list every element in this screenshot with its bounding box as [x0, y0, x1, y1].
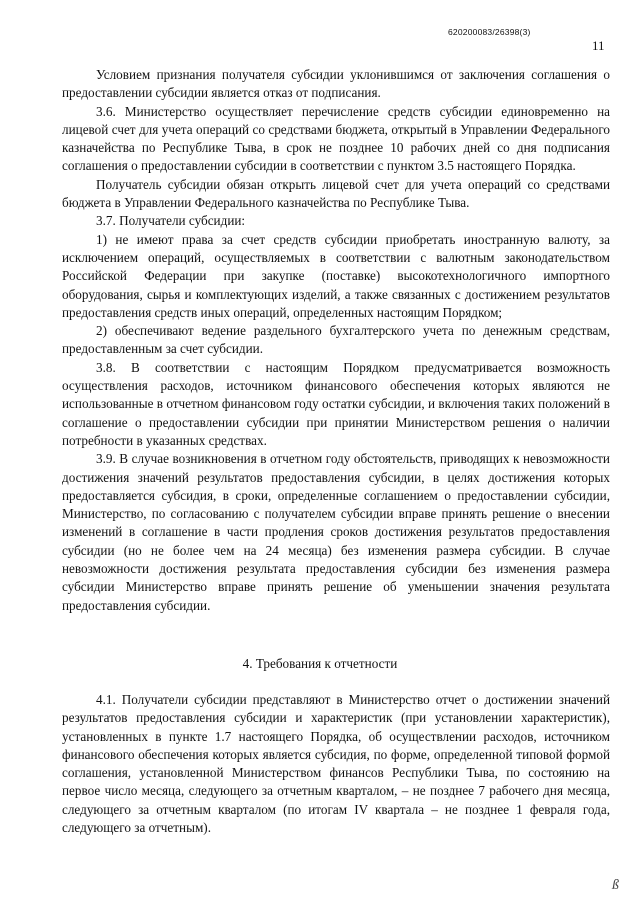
handwritten-initial-mark: ß — [612, 878, 619, 893]
paragraph: 3.9. В случае возникновения в отчетном году обстоятельств, приводящих к невозможности достижения значений результатов предоставления субсидии, в целях достижения которых предоставляется субсидия, в сроки, определенные соглашением о предоставлении субсидии, Министерство, по согласованию с получателем субсидии вправе принять решение о внесении изменений в соглашение в части продления сроков достижения результатов предоставления субсидии (но не более чем на 24 месяца) без изменения размера субсидии. В случае невозможности достижения результата предоставления субсидии без изменения размера субсидии Министерство вправе принять решение об уменьшении значения результата предоставления субсидии. — [62, 451, 610, 613]
paragraph: Получатель субсидии обязан открыть лицевой счет для учета операций со средствами бюджета в Управлении Федерального казначейства по Республике Тыва. — [62, 176, 610, 211]
document-code: 620200083/26398(3) — [448, 27, 531, 37]
paragraph: Условием признания получателя субсидии уклонившимся от заключения соглашения о предоставлении субсидии является отказ от подписания. — [62, 67, 610, 101]
document-body — [62, 66, 610, 615]
paragraph: 4.1. Получатели субсидии представляют в Министерство отчет о достижении значений результатов предоставления субсидии и характеристик (при установлении характеристик), установленных в пункте 1.7 настоящего Порядка, об осуществлении расходов, источником финансового обеспечения которых является субсидия, по форме, определенной типовой формой соглашения, установленной Министерством финансов Республики Тыва, по состоянию на первое число месяца, следующего за отчетным кварталом, – не позднее 7 рабочего дня месяца, следующего за отчетным кварталом (по итогам IV квартала – не позднее 1 февраля года, следующего за отчетным). — [62, 692, 610, 836]
paragraph: 3.6. Министерство осуществляет перечисление средств субсидии единовременно на лицевой счет для учета операций со средствами бюджета, открытый в Управлении Федерального казначейства по Республике Тыва, в срок не позднее 10 рабочих дней со дня подписания соглашения о предоставлении субсидии в соответствии с пунктом 3.5 настоящего Порядка. — [62, 103, 610, 174]
paragraph: 3.8. В соответствии с настоящим Порядком предусматривается возможность осуществления расходов, источником финансового обеспечения которых являются не использованные в отчетном финансовом году остатки субсидии, и включения таких положений в соглашение о предоставлении субсидии при принятии Министерством решения о наличии потребности в указанных средствах. — [62, 359, 610, 448]
section-heading: 4. Требования к отчетности — [242, 656, 398, 671]
paragraph: 3.7. Получатели субсидии: — [96, 213, 246, 229]
paragraph: 2) обеспечивают ведение раздельного бухгалтерского учета по денежным средствам, предоставленным за счет субсидии. — [62, 323, 610, 357]
page-number: 11 — [592, 38, 605, 53]
document-body-section-4 — [62, 691, 610, 837]
paragraph: 1) не имеют права за счет средств субсидии приобретать иностранную валюту, за исключением операций, осуществляемых в соответствии с валютным законодательством Российской Федерации при закупке (поставке) высокотехнологичного импортного оборудования, сырья и комплектующих изделий, а также связанных с достижением результатов предоставления средств иных операций, определенных настоящим Порядком; — [62, 231, 610, 320]
